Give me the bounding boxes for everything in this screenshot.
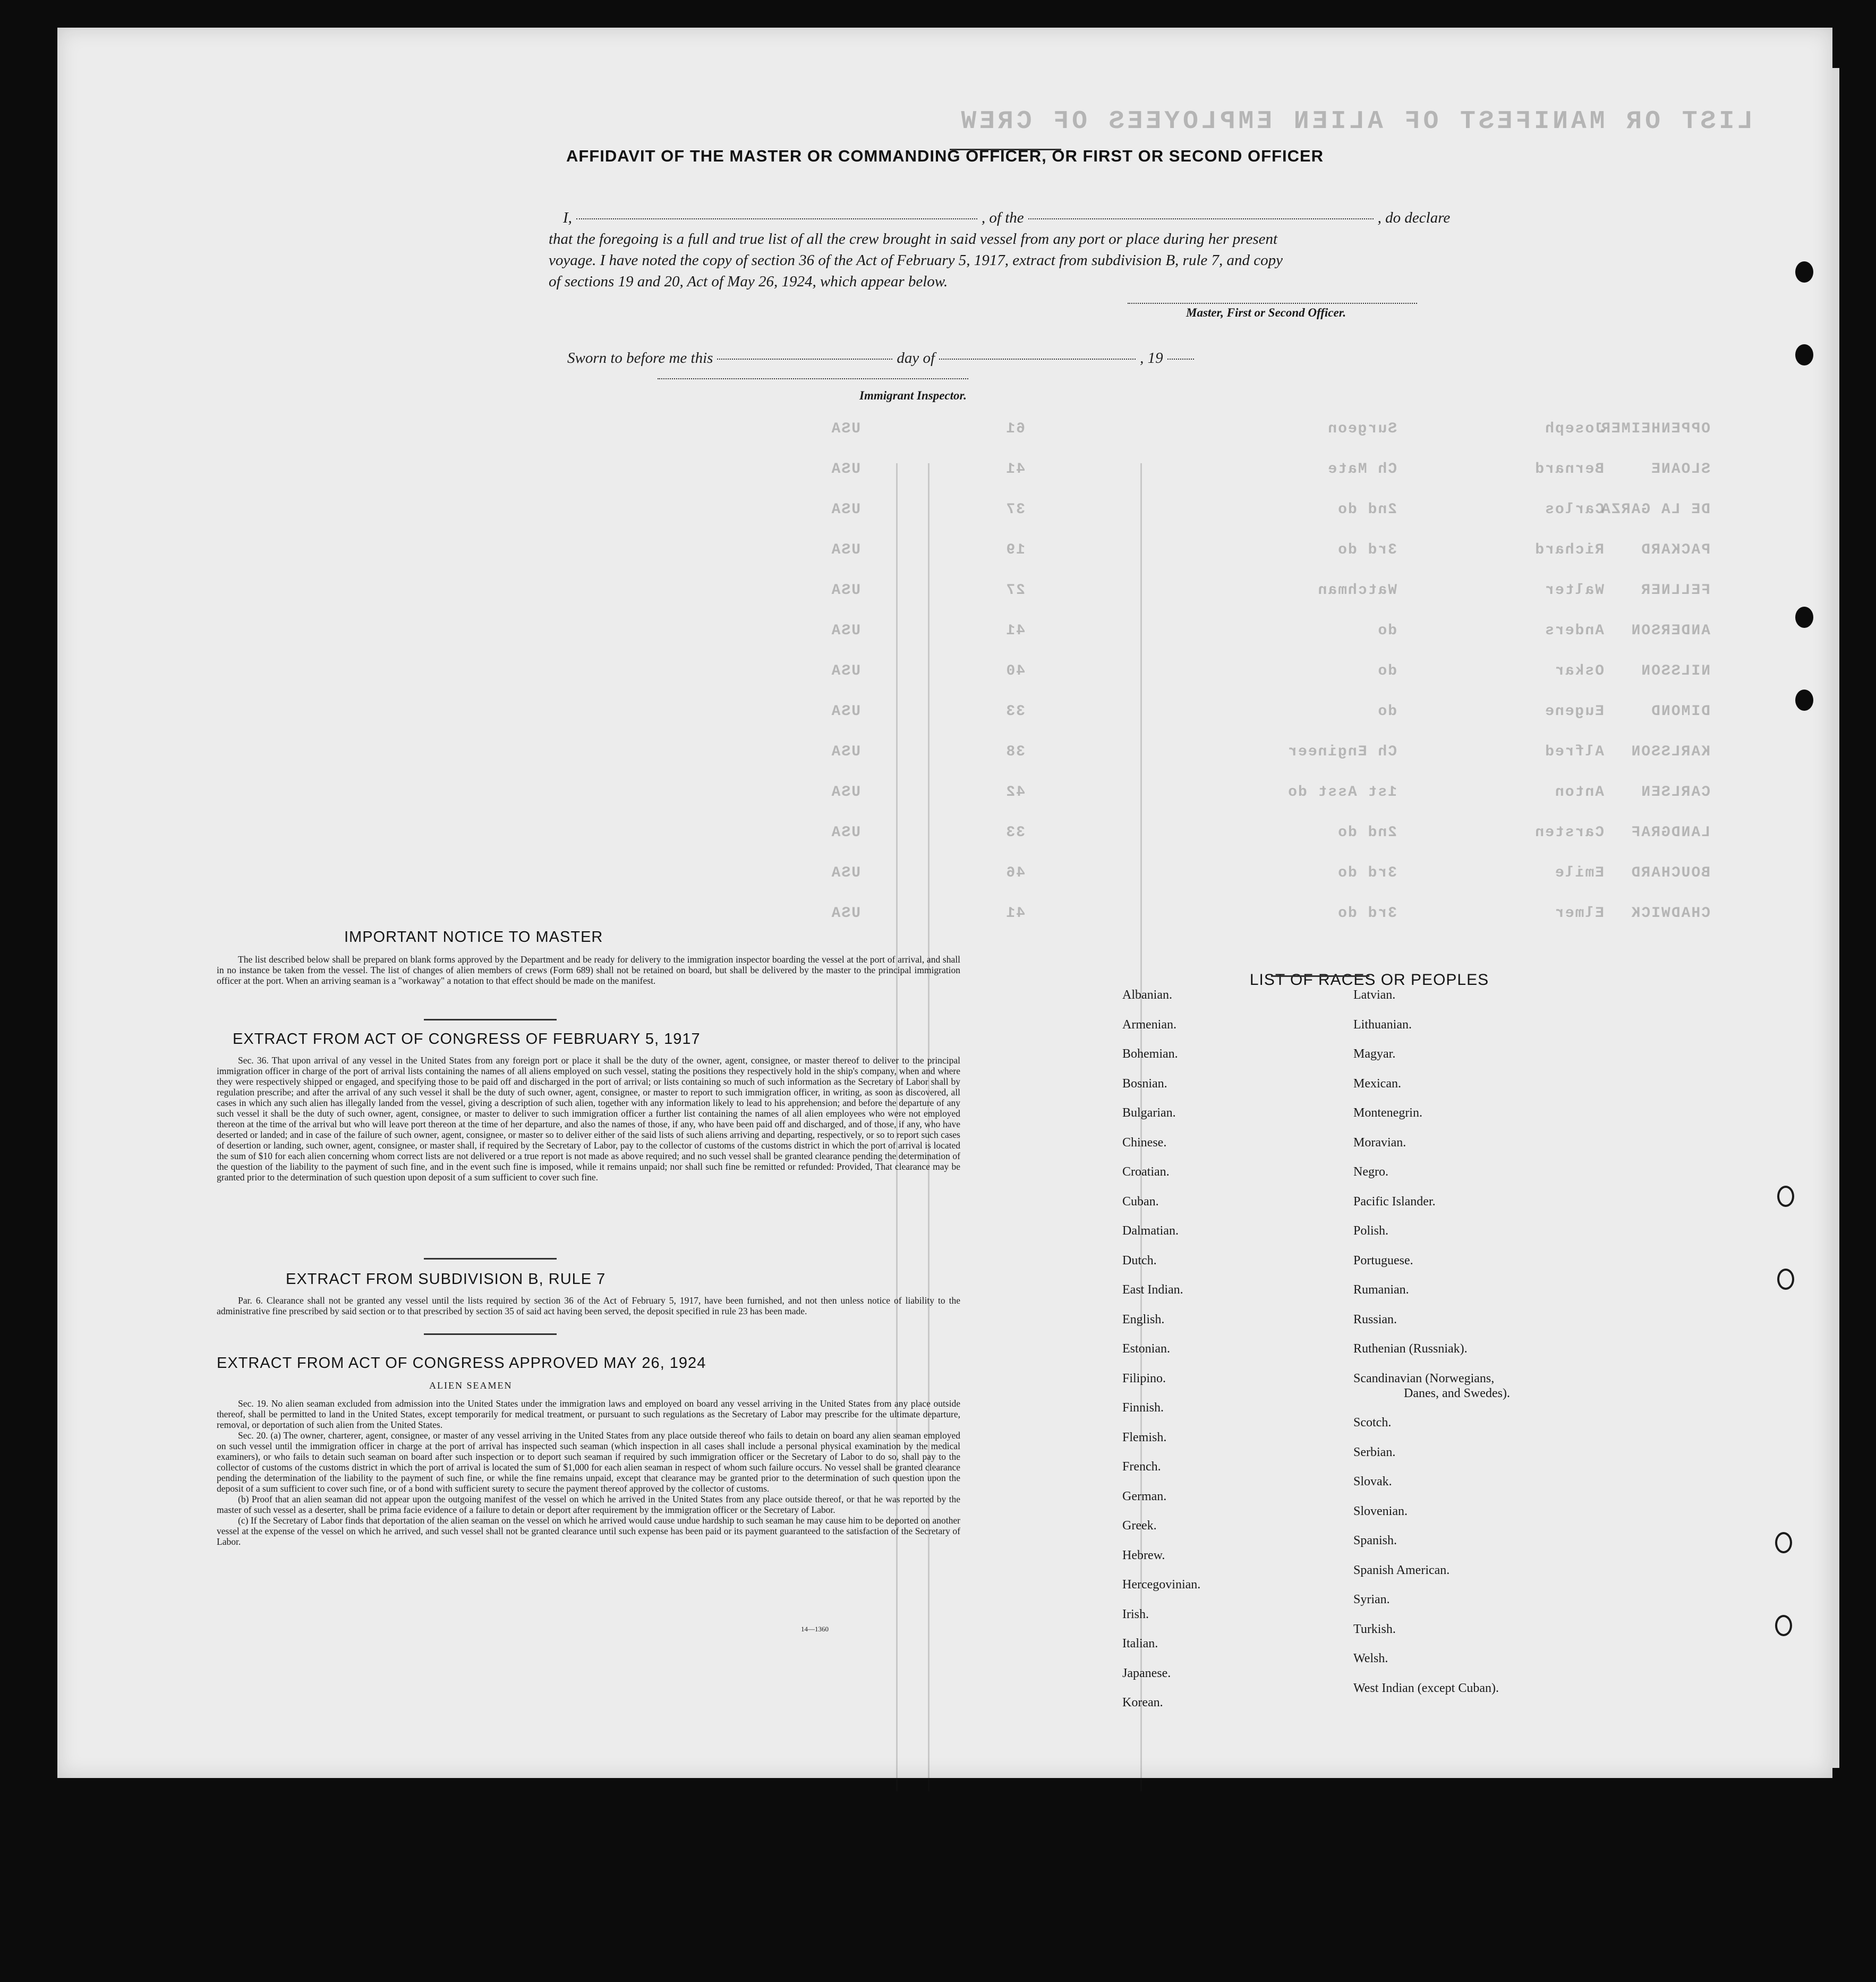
affidavit-body — [549, 207, 1515, 292]
affidavit-line-4: of sections 19 and 20, Act of May 26, 1924, which appear below. — [549, 273, 948, 290]
bleed-surname: FELLNER — [1640, 582, 1710, 599]
extract-1917-body — [217, 1055, 960, 1183]
extract-1924-body — [217, 1398, 960, 1547]
bleed-nat: USA — [830, 582, 860, 599]
vessel-blank — [1028, 218, 1374, 219]
bleed-age: 46 — [1005, 865, 1025, 881]
extract-1917-title: EXTRACT FROM ACT OF CONGRESS OF FEBRUARY 5, 1917 — [233, 1031, 701, 1048]
race-item: Mexican. — [1353, 1076, 1401, 1091]
bleed-age: 41 — [1005, 623, 1025, 639]
bleed-age: 33 — [1005, 703, 1025, 720]
race-item: Hercegovinian. — [1122, 1578, 1201, 1592]
paper-sheet — [57, 28, 1832, 1778]
bleed-row — [57, 421, 1832, 442]
title-rule — [950, 149, 1061, 150]
bleed-surname: KARLSSON — [1630, 744, 1710, 760]
bleed-row — [57, 865, 1832, 886]
affidavit-of-the: , of the — [981, 209, 1024, 226]
bleed-column-line — [1140, 463, 1142, 1791]
bleed-given: Bernard — [1534, 461, 1604, 478]
race-item: Dalmatian. — [1122, 1224, 1179, 1238]
affidavit-line-3: voyage. I have noted the copy of section 36 of the Act of February 5, 1917, extract from subdivision B, rule 7, and copy — [549, 252, 1283, 269]
bleed-heading: LIST OR MANIFEST OF ALIEN EMPLOYEES OF CREW — [958, 107, 1753, 136]
bleed-surname: PACKARD — [1640, 542, 1710, 558]
notice-title: IMPORTANT NOTICE TO MASTER — [344, 929, 603, 946]
race-item: East Indian. — [1122, 1283, 1183, 1297]
bleed-given: Anton — [1554, 784, 1604, 801]
affidavit-line-2: that the foregoing is a full and true list of all the crew brought in said vessel from any port or place during her present — [549, 231, 1278, 248]
bleed-nat: USA — [830, 501, 860, 518]
bleed-row — [57, 744, 1832, 765]
race-item: Montenegrin. — [1353, 1106, 1422, 1120]
bleed-surname: SLOANE — [1650, 461, 1710, 478]
race-item: Estonian. — [1122, 1342, 1170, 1356]
races-title: LIST OF RACES OR PEOPLES — [1249, 971, 1489, 989]
bleed-row — [57, 461, 1832, 482]
race-item: Spanish American. — [1353, 1563, 1450, 1577]
bleed-given: Elmer — [1554, 905, 1604, 922]
rule-7-title: EXTRACT FROM SUBDIVISION B, RULE 7 — [286, 1271, 606, 1288]
bleed-row — [57, 824, 1832, 846]
race-item: Bulgarian. — [1122, 1106, 1176, 1120]
bleed-nat: USA — [830, 703, 860, 720]
race-item: Scotch. — [1353, 1416, 1392, 1430]
bleed-row — [57, 784, 1832, 805]
bleed-position: do — [1377, 703, 1397, 720]
punch-hole — [1775, 1532, 1792, 1553]
race-item: German. — [1122, 1489, 1167, 1503]
race-item: Finnish. — [1122, 1401, 1164, 1415]
notice-body — [217, 954, 960, 986]
race-item: Irish. — [1122, 1607, 1149, 1621]
bleed-nat: USA — [830, 824, 860, 841]
race-item: Greek. — [1122, 1519, 1157, 1533]
sec-19-paragraph: Sec. 19. No alien seaman excluded from admission into the United States under the immigration laws and employed on board any vessel arriving in the United States from any place outside thereof, shall be permitted to land in the United States, except temporarily for medical treatment, or pursuant to such regulations as the Secretary of Labor may prescribe for the ultimate departure, removal, or deportation of such alien from the United States. — [217, 1398, 960, 1430]
affidavit-i: I, — [563, 209, 572, 226]
bleed-position: 2nd do — [1337, 824, 1397, 841]
race-item: Filipino. — [1122, 1371, 1166, 1385]
race-item: Spanish. — [1353, 1534, 1397, 1547]
bleed-nat: USA — [830, 744, 860, 760]
bleed-nat: USA — [830, 542, 860, 558]
bleed-position: do — [1377, 663, 1397, 679]
signature-label: Master, First or Second Officer. — [1186, 306, 1346, 319]
bleed-surname: OPPENHEIMER — [1600, 421, 1710, 437]
day-of-text: day of — [897, 350, 935, 367]
race-item: Scandinavian (Norwegians, — [1353, 1371, 1495, 1385]
affidavit-line-1 — [549, 207, 1515, 228]
race-item: Bosnian. — [1122, 1076, 1167, 1091]
bleed-position: 3rd do — [1337, 542, 1397, 558]
bleed-row — [57, 663, 1832, 684]
sworn-text: Sworn to before me this — [567, 350, 713, 367]
punch-hole — [1795, 344, 1813, 365]
day-blank — [717, 359, 892, 360]
punch-hole — [1777, 1186, 1794, 1207]
race-item: Danes, and Swedes). — [1404, 1386, 1510, 1400]
bleed-surname: BOUCHARD — [1630, 865, 1710, 881]
bleed-nat: USA — [830, 461, 860, 478]
race-item: Slovak. — [1353, 1475, 1392, 1488]
bleed-position: 2nd do — [1337, 501, 1397, 518]
bleed-position: Surgeon — [1327, 421, 1397, 437]
race-item: Ruthenian (Russniak). — [1353, 1342, 1468, 1356]
sec-36-paragraph: Sec. 36. That upon arrival of any vessel in the United States from any foreign port or place it shall be the duty of the owner, agent, consignee, or master thereof to deliver to the principal immigration officer in charge of the port of arrival lists containing the names of all aliens employed on such vessel, stating the positions they respectively hold in the ship's company, when and where they were respectively shipped or engaged, and specifying those to be paid off and discharged in the port of arrival; or lists containing so much of such information as the Secretary of Labor shall by regulation prescribe; and after the arrival of any such vessel it shall be the duty of such owner, agent, consignee, or master to report to such immigration officer, in writing, as soon as discovered, all cases in which any such alien has illegally landed from the vessel, giving a description of such alien, together with any information likely to lead to his apprehension; and before the departure of any such vessel it shall be the duty of such owner, agent, consignee, or master to deliver to such immigration officer a further list containing the names of all alien employees who were not employed thereon at the time of the arrival but who will leave port thereon at the time of her departure, and also the names of those, if any, who have been paid off and discharged, and of those, if any, who have deserted or landed; and in case of the failure of such owner, agent, consignee, or master so to deliver either of the said lists of such aliens arriving and departing, respectively, or so to report such cases of desertion or landing, such owner, agent, consignee, or master shall, if required by the Secretary of Labor, pay to the collector of customs of the customs district in which the port of arrival is located the sum of $10 for each alien concerning whom correct lists are not delivered or a true report is not made as above required; and no such vessel shall be granted clearance pending the determination of the question of the liability to the payment of such fine, and in the event such fine is imposed, while it remains unpaid; nor shall such fine be remitted or refunded: Provided, That clearance may be granted prior to the determination of such question upon deposit of a sum sufficient to cover such fine. — [217, 1055, 960, 1183]
race-item: Italian. — [1122, 1637, 1158, 1651]
bleed-position: Watchman — [1317, 582, 1397, 599]
bleed-nat: USA — [830, 865, 860, 881]
race-item: Latvian. — [1353, 988, 1396, 1002]
race-item: Lithuanian. — [1353, 1017, 1412, 1032]
bleed-row — [57, 542, 1832, 563]
race-item: Cuban. — [1122, 1194, 1159, 1209]
bleed-nat: USA — [830, 663, 860, 679]
bleed-row — [57, 623, 1832, 644]
year-blank — [1167, 359, 1194, 360]
race-item: Serbian. — [1353, 1445, 1396, 1459]
punch-hole — [1775, 1615, 1792, 1636]
bleed-position: Ch Engineer — [1287, 744, 1397, 760]
inspector-label: Immigrant Inspector. — [859, 389, 967, 402]
bleed-row — [57, 501, 1832, 523]
bleed-row — [57, 703, 1832, 725]
race-item: Dutch. — [1122, 1253, 1157, 1268]
race-item: Croatian. — [1122, 1165, 1170, 1179]
bleed-position: 3rd do — [1337, 905, 1397, 922]
form-number: 14—1360 — [801, 1625, 829, 1633]
rule-rule7 — [424, 1333, 557, 1335]
notice-paragraph: The list described below shall be prepared on blank forms approved by the Department and be ready for delivery to the immigration inspector boarding the vessel at the port of arrival, and shall in no instance be taken from the vessel. The list of changes of alien members of crews (Form 689) shall not be retained on board, but shall be delivered by the master to the principal immigration officer at the port. When an arriving seaman is a "workaway" a notation to that effect should be made on the manifest. — [217, 954, 960, 986]
bleed-row — [57, 582, 1832, 603]
bleed-row — [57, 905, 1832, 926]
bleed-age: 38 — [1005, 744, 1025, 760]
races-rule — [1271, 975, 1369, 977]
punch-hole — [1795, 607, 1813, 628]
bleed-age: 19 — [1005, 542, 1025, 558]
race-item: Chinese. — [1122, 1135, 1167, 1150]
bleed-position: do — [1377, 623, 1397, 639]
bleed-nat: USA — [830, 784, 860, 801]
bleed-nat: USA — [830, 421, 860, 437]
par-6-paragraph: Par. 6. Clearance shall not be granted any vessel until the lists required by section 36 of the Act of February 5, 1917, have been furnished, and not then unless notice of liability to the administrative fine prescribed by said section or to that prescribed by section 35 of said act having been served, the deposit specified in rule 23 has been made. — [217, 1295, 960, 1316]
race-item: Magyar. — [1353, 1047, 1396, 1061]
bleed-surname: DIMOND — [1650, 703, 1710, 720]
bleed-age: 61 — [1005, 421, 1025, 437]
race-item: Flemish. — [1122, 1430, 1167, 1444]
bleed-age: 33 — [1005, 824, 1025, 841]
bleed-surname: CHADWICK — [1630, 905, 1710, 922]
bleed-given: Emile — [1554, 865, 1604, 881]
month-blank — [939, 359, 1136, 360]
race-item: Negro. — [1353, 1165, 1388, 1179]
bleed-surname: CARLSEN — [1640, 784, 1710, 801]
year-prefix: , 19 — [1140, 350, 1163, 367]
race-item: Hebrew. — [1122, 1548, 1165, 1562]
bleed-given: Eugene — [1544, 703, 1604, 720]
bleed-given: Joseph — [1544, 421, 1604, 437]
rule-1917 — [424, 1258, 557, 1260]
race-item: English. — [1122, 1312, 1165, 1326]
race-item: Polish. — [1353, 1224, 1389, 1238]
sworn-line — [567, 350, 1198, 367]
signature-line — [1128, 303, 1417, 304]
race-item: Moravian. — [1353, 1135, 1406, 1150]
bleed-age: 40 — [1005, 663, 1025, 679]
race-item: French. — [1122, 1460, 1161, 1474]
alien-seamen-subtitle: ALIEN SEAMEN — [429, 1380, 513, 1391]
affidavit-do-declare: , do declare — [1377, 209, 1451, 226]
rule-notice — [424, 1019, 557, 1020]
bleed-given: Carlos — [1544, 501, 1604, 518]
bleed-age: 41 — [1005, 905, 1025, 922]
race-item: Portuguese. — [1353, 1253, 1413, 1268]
bleed-given: Richard — [1534, 542, 1604, 558]
bleed-age: 37 — [1005, 501, 1025, 518]
bleed-given: Walter — [1544, 582, 1604, 599]
punch-hole — [1777, 1269, 1794, 1290]
bleed-position: 1st Asst do — [1287, 784, 1397, 801]
sec-20c-paragraph: (c) If the Secretary of Labor finds that deportation of the alien seaman on the vessel on which he arrived would cause undue hardship to such seaman he may cause him to be deported on another vessel at the expense of the vessel on which he arrived, and such vessel shall not be granted clearance until such expense has been paid or its payment guaranteed to the satisfaction of the Secretary of Labor. — [217, 1515, 960, 1547]
inspector-line — [658, 378, 968, 379]
race-item: Turkish. — [1353, 1622, 1396, 1636]
race-item: Rumanian. — [1353, 1283, 1409, 1297]
race-item: Syrian. — [1353, 1593, 1390, 1606]
race-item: Japanese. — [1122, 1666, 1171, 1680]
bleed-surname: NILSSON — [1640, 663, 1710, 679]
race-item: Bohemian. — [1122, 1047, 1178, 1061]
bleed-surname: DE LA GARZA — [1600, 501, 1710, 518]
race-item: Korean. — [1122, 1696, 1163, 1709]
race-item: Albanian. — [1122, 988, 1172, 1002]
bleed-age: 41 — [1005, 461, 1025, 478]
bleed-nat: USA — [830, 623, 860, 639]
bleed-position: 3rd do — [1337, 865, 1397, 881]
extract-1924-title: EXTRACT FROM ACT OF CONGRESS APPROVED MAY 26, 1924 — [217, 1355, 706, 1372]
punch-hole — [1795, 690, 1813, 711]
name-blank — [576, 218, 977, 219]
race-item: Slovenian. — [1353, 1504, 1408, 1518]
race-item: Welsh. — [1353, 1652, 1388, 1665]
bleed-surname: LANDGRAF — [1630, 824, 1710, 841]
race-item: West Indian (except Cuban). — [1353, 1681, 1499, 1695]
bleed-given: Anders — [1544, 623, 1604, 639]
bleed-given: Alfred — [1544, 744, 1604, 760]
punch-hole — [1795, 261, 1813, 283]
bleed-position: Ch Mate — [1327, 461, 1397, 478]
bleed-age: 27 — [1005, 582, 1025, 599]
race-item: Russian. — [1353, 1312, 1397, 1326]
affidavit-title: AFFIDAVIT OF THE MASTER OR COMMANDING OFFICER, OR FIRST OR SECOND OFFICER — [566, 147, 1324, 165]
sec-20a-paragraph: Sec. 20. (a) The owner, charterer, agent, consignee, or master of any vessel arriving in the United States from any place outside thereof who fails to detain on board any alien seaman employed on such vessel until the immigration officer in charge at the port of arrival has inspected such seaman (which inspection in all cases shall include a personal physical examination by the medical examiners), or who fails to detain such seaman on board after such inspection or to deport such seaman if required by such immigration officer or the Secretary of Labor to do so, shall pay to the collector of customs of the customs district in which the port of arrival is located the sum of $1,000 for each alien seaman in respect of whom such failure occurs. No vessel shall be granted clearance pending the determination of the liability to the payment of such fine, or while the fine remains unpaid, except that clearance may be granted prior to the determination of such question upon the deposit of a sum sufficient to cover such fine, or of a bond with sufficient surety to secure the payment thereof approved by the collector of customs. — [217, 1430, 960, 1494]
race-item: Pacific Islander. — [1353, 1194, 1436, 1209]
bleed-age: 42 — [1005, 784, 1025, 801]
race-item: Armenian. — [1122, 1017, 1176, 1032]
bleed-surname: ANDERSON — [1630, 623, 1710, 639]
bleed-given: Carsten — [1534, 824, 1604, 841]
sec-20b-paragraph: (b) Proof that an alien seaman did not appear upon the outgoing manifest of the vessel on which he arrived in the United States from any place outside thereof, or that he was reported by the master of such vessel as a deserter, shall be prima facie evidence of a failure to detain or deport after requirement by the immigration officer or the Secretary of Labor. — [217, 1494, 960, 1515]
bleed-given: Oskar — [1554, 663, 1604, 679]
bleed-nat: USA — [830, 905, 860, 922]
rule-7-body — [217, 1295, 960, 1316]
